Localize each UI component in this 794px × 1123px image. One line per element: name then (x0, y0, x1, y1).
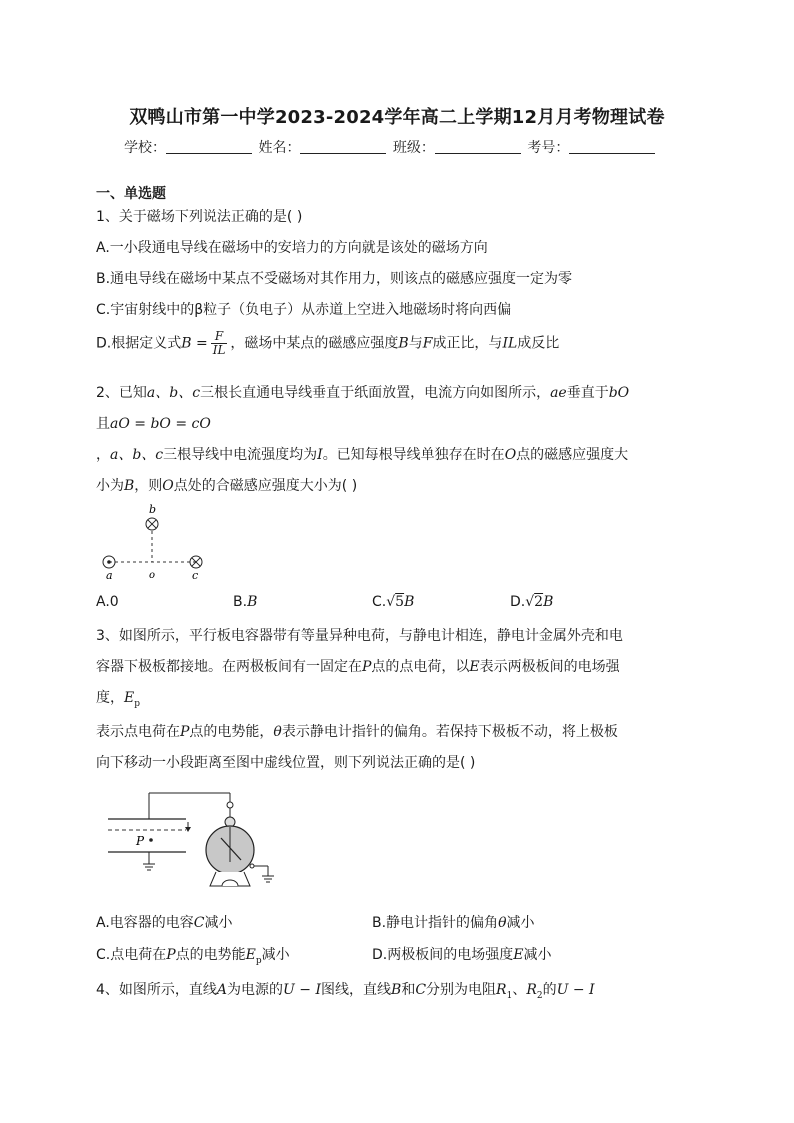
text: 点的磁感应强度大 (516, 447, 629, 463)
text: 容器下极板都接地。在两极板间有一固定在 (96, 659, 362, 675)
q1-d-fraction (211, 330, 228, 357)
subscript: p (134, 698, 140, 709)
text: D.两极板间的电场强度 (372, 947, 514, 963)
q1-d-var-b: B (398, 335, 409, 352)
sqrt-sign: √ (525, 594, 535, 610)
text: 三根导线中电流强度均为 (163, 447, 318, 463)
q2-stem-line-3 (96, 444, 628, 464)
q3-option-b (372, 912, 535, 932)
name-blank[interactable] (300, 139, 386, 154)
text: 4、如图所示，直线 (96, 982, 217, 998)
q4-stem-line-1 (96, 979, 595, 1001)
text: 的 (542, 982, 557, 998)
ground-icon (262, 876, 274, 882)
text: B. (233, 594, 248, 610)
text: B.静电计指针的偏角 (372, 915, 499, 931)
var: B (404, 594, 415, 610)
case-terminal (250, 864, 254, 868)
page-title: 双鸭山市第一中学2023-2024学年高二上学期12月月考物理试卷 (129, 107, 665, 128)
text: 表示静电计指针的偏角。若保持下极板不动，将上极板 (281, 724, 618, 740)
text: D. (510, 594, 526, 610)
q3-stem-line-2 (96, 656, 620, 676)
sqrt-sign: √ (386, 594, 396, 610)
wire-a-out-of-page-icon (103, 556, 115, 568)
q2-option-c (372, 594, 414, 610)
q3-option-d (372, 944, 551, 964)
var: E (513, 947, 524, 963)
school-blank[interactable] (166, 139, 252, 154)
text: 2、已知 (96, 385, 147, 401)
text: ， (96, 447, 110, 463)
q3-stem-line-3 (96, 687, 140, 709)
wire-c-into-page-icon (190, 556, 202, 568)
text: C. (372, 594, 387, 610)
text: 图线，直线 (321, 982, 392, 998)
text: 表示两极板间的电场强 (479, 659, 620, 675)
q2-option-d (510, 594, 553, 610)
text: 减小 (261, 947, 290, 963)
q2-option-a: A.0 (96, 594, 119, 610)
label-b: b (149, 503, 157, 516)
text: 表示点电荷在 (96, 724, 180, 740)
var: E (245, 947, 256, 963)
fraction-denominator: IL (212, 343, 226, 357)
q1-d-var-f: F (422, 335, 433, 352)
q3-stem-line-5: 向下移动一小段距离至图中虚线位置，则下列说法正确的是( ) (96, 755, 476, 771)
subscript: 1 (506, 990, 513, 1001)
var: U − I (283, 982, 322, 998)
name-label: 姓名： (258, 140, 301, 156)
text: 点的电势能 (175, 947, 246, 963)
q3-capacitor-electrometer-diagram (104, 790, 284, 894)
text: 点的点电荷，以 (371, 659, 470, 675)
section-heading: 一、单选题 (96, 186, 166, 202)
q1-d-var-il: IL (502, 335, 518, 352)
class-blank[interactable] (435, 139, 521, 154)
var: B (391, 982, 402, 998)
text: 度， (96, 690, 124, 706)
text: 。已知每根导线单独存在时在 (322, 447, 505, 463)
text: 小为 (96, 478, 124, 494)
var: P (180, 724, 190, 740)
q1-option-d (96, 330, 559, 357)
q1-d-text-2: 与 (408, 335, 423, 352)
q2-wire-diagram (92, 502, 222, 584)
exam-number-blank[interactable] (569, 139, 655, 154)
label-o: o (149, 570, 156, 581)
text: 分别为电阻 (426, 982, 497, 998)
var: P (362, 659, 372, 675)
var: O (504, 447, 517, 463)
var: bO (608, 385, 630, 401)
text: 点的电势能， (189, 724, 274, 740)
q2-stem-line-1 (96, 382, 629, 402)
q3-stem-line-4 (96, 721, 618, 741)
var: U − I (556, 982, 595, 998)
var: B (543, 594, 554, 610)
student-info-row (124, 137, 657, 157)
var: C (193, 915, 205, 931)
terminal-knob (227, 802, 233, 808)
var: O (162, 478, 174, 494)
text: 垂直于 (566, 385, 609, 401)
q1-option-b: B.通电导线在磁场中某点不受磁场对其作用力，则该点的磁感应强度一定为零 (96, 271, 573, 287)
point-p-dot (149, 838, 153, 842)
var: θ (498, 915, 507, 931)
text: 减小 (506, 915, 535, 931)
label-p: P (136, 834, 145, 848)
subscript: p (255, 955, 262, 966)
var: E (469, 659, 480, 675)
var: ae (550, 385, 567, 401)
q1-d-text-1: ，磁场中某点的磁感应强度 (230, 335, 399, 352)
var: I (317, 447, 323, 463)
q3-option-a (96, 912, 233, 932)
ground-icon (143, 864, 155, 870)
var: B (124, 478, 135, 494)
var: P (166, 947, 176, 963)
var: R (496, 982, 507, 998)
text: 减小 (204, 915, 233, 931)
radicand: 5 (395, 594, 405, 610)
text: C.点电荷在 (96, 947, 167, 963)
equation: aO = bO = cO (110, 416, 211, 432)
q2-option-b (233, 594, 257, 610)
text: 为电源的 (227, 982, 284, 998)
subscript: 2 (536, 990, 543, 1001)
var: A (216, 982, 228, 998)
var: θ (273, 724, 282, 740)
q3-stem-line-1: 3、如图所示，平行板电容器带有等量异种电荷，与静电计相连，静电计金属外壳和电 (96, 628, 623, 644)
var: E (124, 690, 135, 706)
radicand: 2 (534, 594, 544, 610)
school-label: 学校： (124, 140, 166, 156)
var: R (526, 982, 537, 998)
label-c: c (192, 569, 199, 582)
q1-d-text-3: 成正比，与 (432, 335, 503, 352)
q3-option-c (96, 944, 290, 966)
text: 三根长直通电导线垂直于纸面放置，电流方向如图所示， (200, 385, 551, 401)
fraction-numerator: F (211, 330, 228, 344)
q1-option-c: C.宇宙射线中的β粒子（负电子）从赤道上空进入地磁场时将向西偏 (96, 302, 512, 318)
q1-option-a: A.一小段通电导线在磁场中的安培力的方向就是该处的磁场方向 (96, 240, 488, 256)
wire-b-into-page-icon (146, 518, 158, 530)
text: ，则 (134, 478, 163, 494)
exam-number-label: 考号： (527, 140, 570, 156)
var: a、b、c (110, 447, 164, 463)
class-label: 班级： (392, 140, 435, 156)
label-a: a (106, 569, 113, 582)
var: C (415, 982, 427, 998)
q1-stem: 1、关于磁场下列说法正确的是( ) (96, 209, 303, 225)
q2-stem-line-4 (96, 475, 357, 495)
q2-stem-line-2 (96, 413, 211, 433)
q1-d-formula-lhs: B = (181, 335, 208, 352)
text: 、 (512, 982, 527, 998)
q1-d-suffix: 成反比 (517, 335, 560, 352)
text: 点处的合磁感应强度大小为( ) (173, 478, 358, 494)
var: B (247, 594, 258, 610)
q1-d-prefix: D.根据定义式 (96, 335, 182, 352)
text: 减小 (523, 947, 552, 963)
var: a、b、c (146, 385, 201, 401)
text: A.电容器的电容 (96, 915, 194, 931)
text: 且 (96, 416, 110, 432)
text: 和 (401, 982, 416, 998)
